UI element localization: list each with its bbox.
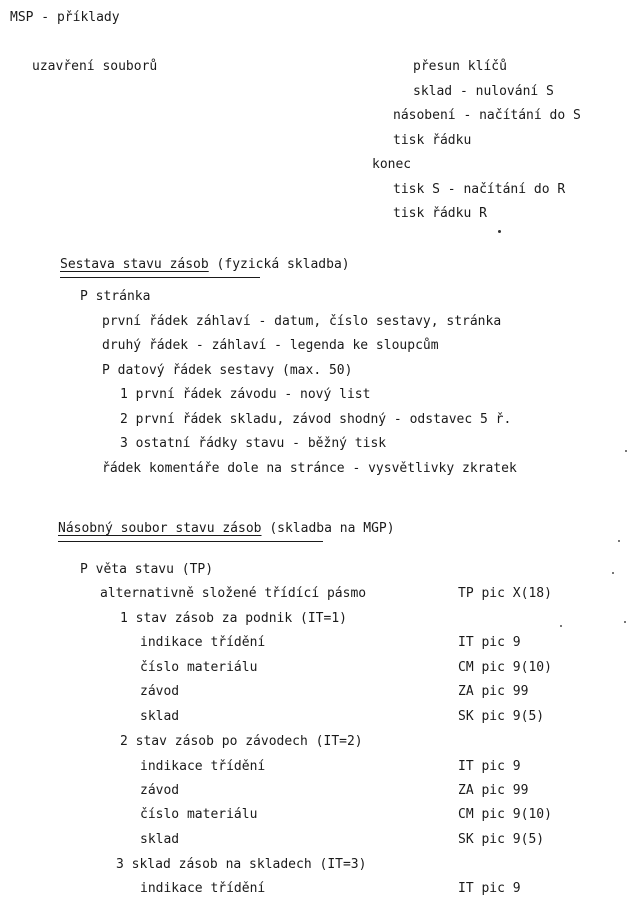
section2-row: indikace třídění (140, 881, 266, 896)
top-line: tisk řádku R (393, 206, 487, 221)
section2-code: IT pic 9 (458, 635, 521, 650)
section1-line: P datový řádek sestavy (max. 50) (102, 363, 353, 378)
top-line: násobení - načítání do S (393, 108, 581, 123)
section2-row: sklad (140, 832, 180, 847)
section2-code: IT pic 9 (458, 759, 521, 774)
section2-code: TP pic X(18) (458, 586, 552, 601)
scan-speck (618, 540, 620, 542)
top-line: sklad - nulování S (413, 84, 554, 99)
section2-row: P věta stavu (TP) (80, 562, 214, 577)
section1-heading (60, 257, 350, 273)
section2-row: sklad (140, 709, 180, 724)
section2-row: závod (140, 684, 180, 699)
section2-code: ZA pic 99 (458, 783, 529, 798)
section2-row: číslo materiálu (140, 660, 258, 675)
section2-heading-rest: (skladba na MGP) (261, 521, 395, 536)
top-left-label: uzavření souborů (32, 59, 158, 74)
section2-row: závod (140, 783, 180, 798)
underline-tail (58, 541, 323, 542)
section2-row: 2 stav zásob po závodech (IT=2) (120, 734, 363, 749)
section1-line: 1 první řádek závodu - nový list (120, 387, 371, 402)
section1-line: 2 první řádek skladu, závod shodný - odstavec 5 ř. (120, 412, 512, 427)
section1-heading-rest: (fyzická skladba) (208, 257, 350, 272)
top-line: tisk řádku (393, 133, 472, 148)
section1-line: 3 ostatní řádky stavu - běžný tisk (120, 436, 387, 451)
section2-code: ZA pic 99 (458, 684, 529, 699)
section2-code: CM pic 9(10) (458, 660, 552, 675)
top-line: přesun klíčů (413, 59, 507, 74)
section2-heading (58, 521, 395, 537)
scan-speck (624, 621, 626, 623)
underline-tail (60, 277, 260, 278)
top-line: konec (372, 157, 412, 172)
section2-code: SK pic 9(5) (458, 709, 545, 724)
section2-row: indikace třídění (140, 635, 266, 650)
section1-line: řádek komentáře dole na stránce - vysvětlivky zkratek (102, 461, 517, 476)
scan-speck (560, 625, 562, 627)
section2-row: alternativně složené třídící pásmo (100, 586, 367, 601)
page-title: MSP - příklady (10, 10, 120, 25)
section2-row: číslo materiálu (140, 807, 258, 822)
section1-line: druhý řádek - záhlaví - legenda ke sloupcům (102, 338, 439, 353)
section2-code: SK pic 9(5) (458, 832, 545, 847)
scan-speck (612, 572, 614, 574)
section2-code: IT pic 9 (458, 881, 521, 896)
section2-heading-underlined: Násobný soubor stavu zásob (58, 521, 262, 536)
section2-row: 1 stav zásob za podnik (IT=1) (120, 611, 347, 626)
section1-line: P stránka (80, 289, 151, 304)
ink-dot (498, 230, 501, 233)
section1-heading-underlined: Sestava stavu zásob (60, 257, 209, 272)
scan-speck (625, 450, 627, 452)
section2-row: 3 sklad zásob na skladech (IT=3) (116, 857, 367, 872)
section1-line: první řádek záhlaví - datum, číslo sestavy, stránka (102, 314, 502, 329)
section2-row: indikace třídění (140, 759, 266, 774)
top-line: tisk S - načítání do R (393, 182, 566, 197)
section2-code: CM pic 9(10) (458, 807, 552, 822)
